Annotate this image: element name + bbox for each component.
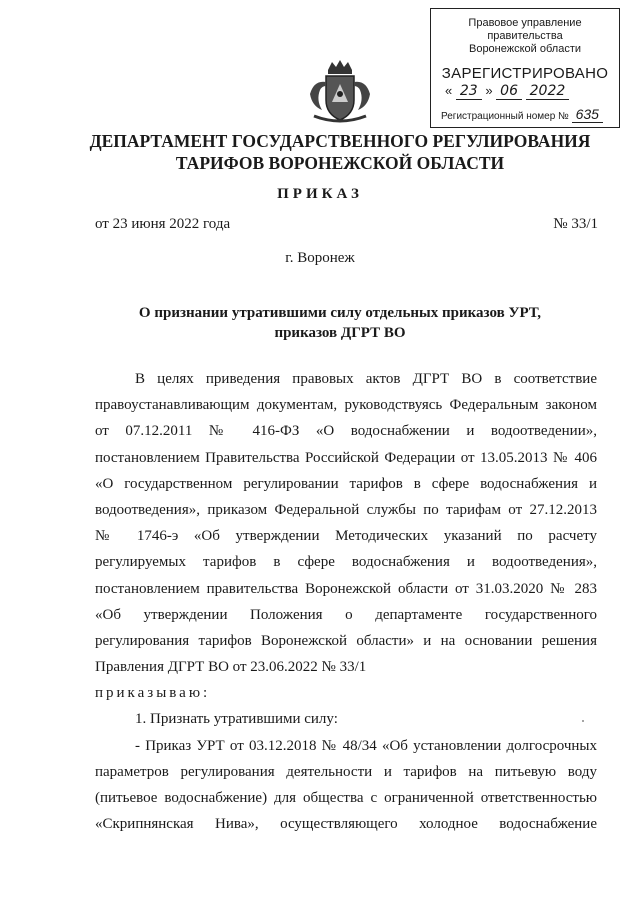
body-line: регулируемых тарифов в сфере водоснабжения и водоотведения», bbox=[95, 554, 597, 571]
body-line: правоустанавливающим документам, руководствуясь Федеральным законом bbox=[95, 397, 597, 414]
body-line: «Об утверждении Положения о департаменте государственного bbox=[95, 606, 597, 623]
stamp-day: 23 bbox=[456, 83, 482, 100]
department-title-line2: ТАРИФОВ ВОРОНЕЖСКОЙ ОБЛАСТИ bbox=[175, 153, 505, 173]
stamp-month: 06 bbox=[496, 83, 522, 100]
document-body bbox=[95, 366, 597, 837]
body-line: - Приказ УРТ от 03.12.2018 № 48/34 «Об установлении долгосрочных bbox=[135, 737, 597, 754]
body-line: В целях приведения правовых актов ДГРТ ВО в соответствие bbox=[135, 371, 597, 387]
department-title bbox=[60, 130, 620, 174]
registration-stamp bbox=[430, 8, 620, 128]
stamp-quote-close: » bbox=[485, 83, 493, 98]
subject-line1: О признании утратившими силу отдельных приказов УРТ, bbox=[138, 305, 542, 321]
body-line: регулирования тарифов Воронежской области» и на основании решения bbox=[95, 632, 597, 649]
body-line: (питьевое водоснабжение) для общества с ограниченной ответственностью bbox=[95, 790, 597, 806]
document-date: от 23 июня 2022 года bbox=[95, 216, 231, 232]
body-line: водоотведения», приказом Федеральной службы по тарифам от 27.12.2013 bbox=[95, 501, 597, 518]
coat-of-arms-icon bbox=[300, 56, 380, 126]
stamp-quote-open: « bbox=[445, 83, 453, 98]
body-line-item-1: 1. Признать утратившими силу: bbox=[135, 711, 338, 728]
body-line: «О государственном регулировании тарифов в сфере водоснабжения и bbox=[95, 475, 597, 492]
document-city: г. Воронеж bbox=[285, 250, 355, 266]
department-title-line1: ДЕПАРТАМЕНТ ГОСУДАРСТВЕННОГО РЕГУЛИРОВАНИЯ bbox=[89, 131, 591, 151]
body-line: от 07.12.2011 № 416-ФЗ «О водоснабжении и водоотведении», bbox=[95, 423, 597, 440]
stamp-date bbox=[445, 83, 569, 99]
stamp-reg-number: 635 bbox=[572, 106, 603, 123]
scan-speck bbox=[582, 720, 584, 722]
document-subject bbox=[80, 303, 600, 343]
body-line: параметров регулирования деятельности и тарифов на питьевую воду bbox=[95, 763, 597, 780]
stamp-authority-line2: Воронежской области bbox=[468, 43, 581, 55]
stamp-reg-number-label: Регистрационный номер № bbox=[441, 111, 569, 122]
body-line: № 1746-э «Об утверждении Методических указаний по расчету bbox=[95, 528, 597, 545]
stamp-reg-number-row bbox=[441, 106, 603, 122]
body-line: «Скрипнянская Нива», осуществляющего холодное водоснабжение bbox=[95, 816, 597, 833]
document-number: № 33/1 bbox=[553, 216, 598, 232]
body-line: Правления ДГРТ ВО от 23.06.2022 № 33/1 bbox=[95, 659, 367, 676]
stamp-registered-label: ЗАРЕГИСТРИРОВАНО bbox=[441, 65, 609, 82]
body-line: постановлением Правительства Российской Федерации от 13.05.2013 № 406 bbox=[95, 449, 597, 466]
document-type: ПРИКАЗ bbox=[277, 186, 363, 202]
stamp-year: 2022 bbox=[526, 83, 570, 100]
body-line: постановлением правительства Воронежской области от 31.03.2020 № 283 bbox=[95, 580, 597, 597]
body-line-decree-word: приказываю: bbox=[95, 685, 211, 702]
stamp-authority-line1: Правовое управление правительства bbox=[468, 17, 582, 42]
subject-line2: приказов ДГРТ ВО bbox=[274, 325, 406, 341]
